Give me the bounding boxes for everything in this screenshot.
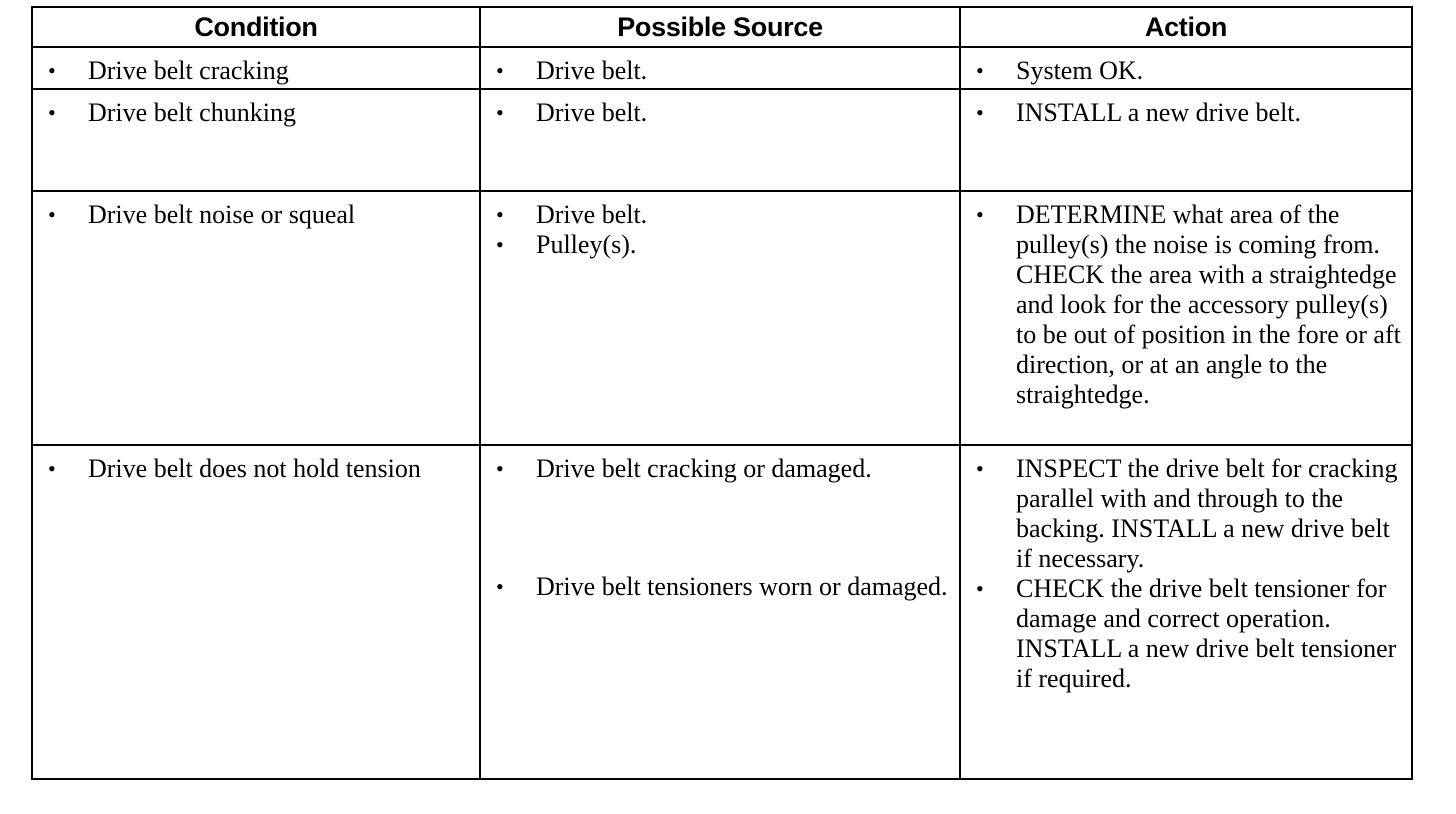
header-condition: Condition [32,7,480,47]
action-item: • DETERMINE what area of the pulley(s) the noise is coming from. CHECK the area with a straightedge and look for the accessory pulley(s) to be out of position in the fore or aft direction, or at an angle to the straightedge. [961,200,1411,410]
action-cell [960,445,1412,779]
header-row [32,7,1412,47]
action-cell [960,47,1412,89]
table-row [32,191,1412,445]
condition-cell [32,445,480,779]
table-row [32,445,1412,779]
action-item: • INSPECT the drive belt for cracking parallel with and through to the backing. INSTALL a new drive belt if necessary. [961,454,1411,574]
condition-item: • Drive belt does not hold tension [33,454,479,484]
diagnosis-table [31,6,1413,780]
source-item: • Drive belt tensioners worn or damaged. [481,572,959,602]
action-item: • CHECK the drive belt tensioner for damage and correct operation. INSTALL a new drive belt tensioner if required. [961,574,1411,694]
table-row [32,47,1412,89]
condition-cell [32,191,480,445]
source-item: • Drive belt. [481,98,959,128]
condition-item: • Drive belt cracking [33,56,479,86]
action-item: • System OK. [961,56,1411,86]
source-cell [480,89,960,191]
action-cell [960,89,1412,191]
condition-item: • Drive belt chunking [33,98,479,128]
header-possible-source: Possible Source [480,7,960,47]
source-cell [480,191,960,445]
header-action: Action [960,7,1412,47]
source-item: • Pulley(s). [481,230,959,260]
action-item: • INSTALL a new drive belt. [961,98,1411,128]
table-row [32,89,1412,191]
source-item: • Drive belt. [481,200,959,230]
condition-cell [32,89,480,191]
source-cell [480,445,960,779]
source-item: • Drive belt cracking or damaged. [481,454,959,484]
condition-cell [32,47,480,89]
source-item: • Drive belt. [481,56,959,86]
condition-item: • Drive belt noise or squeal [33,200,479,230]
source-cell [480,47,960,89]
action-cell [960,191,1412,445]
